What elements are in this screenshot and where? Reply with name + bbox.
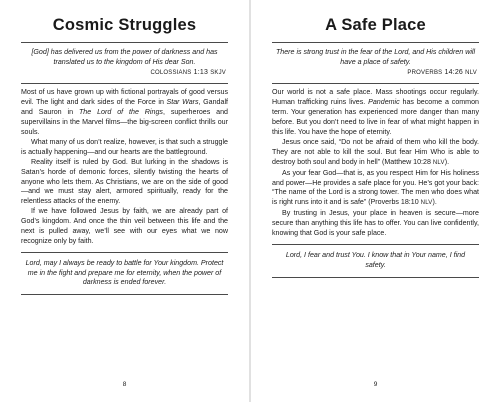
- body-paragraph: Jesus once said, “Do not be afraid of them who kill the body. They are not able to kill the soul. But fear Him Who is able to destroy both soul and body in hell” (Matthew 10:28 NLV).: [272, 137, 479, 166]
- italic-text: Star Wars: [166, 98, 199, 107]
- body-paragraph: By trusting in Jesus, your place in heaven is secure—more secure than anything this life has to offer. You can live confidently, knowing that God is your safe place.: [272, 209, 479, 238]
- devotional-body: [21, 84, 228, 252]
- page-title: Cosmic Struggles: [52, 16, 197, 34]
- prayer-text: Lord, may I always be ready to battle for Your kingdom. Protect me in the fight and prepare me for eternity, when the power of darkness is ended forever.: [25, 258, 224, 287]
- version-abbrev: NLV: [432, 159, 445, 166]
- scripture-reference: COLOSSIANS 1:13 SKJV: [150, 68, 226, 76]
- right-page: [251, 0, 500, 402]
- left-page: [0, 0, 249, 402]
- italic-text: Pandemic: [368, 98, 400, 107]
- body-paragraph: What many of us don’t realize, however, is that such a struggle is actually happening—and our hearts are the battleground.: [21, 137, 228, 156]
- prayer-text: Lord, I fear and trust You. I know that in Your name, I find safety.: [285, 250, 466, 269]
- page-number: 8: [122, 381, 127, 388]
- epigraph-block: [272, 43, 479, 83]
- divider-rule: [272, 277, 479, 278]
- page-number: 9: [373, 381, 378, 388]
- devotional-body: [272, 84, 479, 244]
- divider-rule: [21, 294, 228, 295]
- italic-text: The Lord of the Rings: [78, 108, 163, 117]
- epigraph-text: [God] has delivered us from the power of darkness and has translated us to the kingdom of His dear Son.: [31, 48, 218, 66]
- body-paragraph: Reality itself is ruled by God. But lurking in the shadows is Satan’s horde of demonic forces, silently twisting the hearts of anyone who lets them. As Christians, we are on the side of good—and we must stay alert, armored spiritually, ready for the relentless attacks of the enemy.: [21, 157, 228, 206]
- epigraph-block: [21, 43, 228, 83]
- epigraph-text: There is strong trust in the fear of the Lord, and His children will have a place of safety.: [275, 48, 476, 66]
- body-paragraph: Most of us have grown up with fictional portrayals of good versus evil. The light and dark sides of the Force in Star Wars, Gandalf and Sauron in The Lord of the Rings, superheroes and supervillains in the Marvel films—the big-screen conflict thrills our souls.: [21, 88, 228, 137]
- page-title: A Safe Place: [325, 16, 426, 34]
- body-paragraph: If we have followed Jesus by faith, we are already part of God’s kingdom. And once the thin veil between this life and the next is pulled away, we’ll see with our eyes what we now recognize only by faith.: [21, 207, 228, 245]
- body-paragraph: As your fear God—that is, as you respect Him for His holiness and power—He provides a safe place for you. He’s got your back: “The name of the Lord is a strong tower. The men who does what is right runs into it and is safe” (Proverbs 18:10 NLV).: [272, 168, 479, 207]
- body-paragraph: Our world is not a safe place. Mass shootings occur regularly. Human trafficking ruins lives. Pandemic has become a common term. Your generation has experienced more danger than many before. But you don’t need to live in fear of what might happen in this life. You have the hope of eternity.: [272, 88, 479, 137]
- scripture-reference: PROVERBS 14:26 NLV: [407, 68, 477, 76]
- version-abbrev: NLV: [420, 200, 433, 207]
